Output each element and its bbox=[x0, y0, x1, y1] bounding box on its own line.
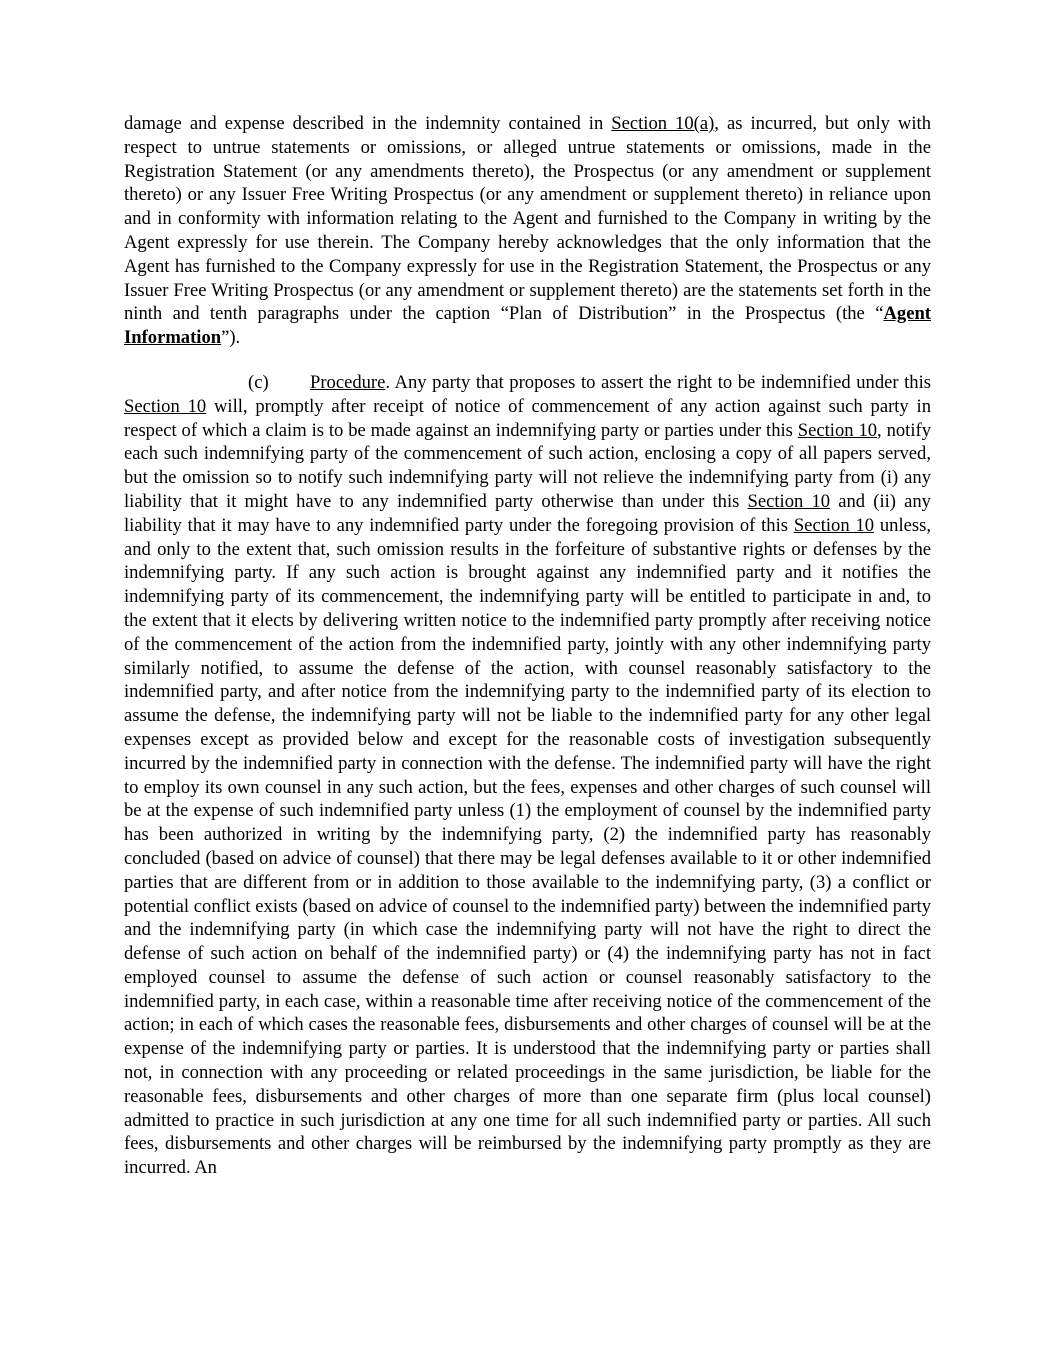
clause-enumerator: (c) bbox=[248, 371, 269, 393]
para1-text-2: , as incurred, but only with respect to untrue statements or omissions, or alleged untrue statements or omissions, made in the Registration Statement (or any amendments thereto), the Prospectus (or any amendment or supplement thereto) or any Issuer Free Writing Prospectus (or any amendment or supplement thereto) in reliance upon and in conformity with information relating to the Agent and furnished to the Company in writing by the Agent expressly for use therein. The Company hereby acknowledges that the only information that the Agent has furnished to the Company expressly for use in the Registration Statement, the Prospectus or any Issuer Free Writing Prospectus (or any amendment or supplement thereto) are the statements set forth in the ninth and tenth paragraphs under the caption “Plan of Distribution” in the Prospectus (the “ bbox=[124, 113, 931, 325]
section-10-reference: Section 10 bbox=[797, 419, 878, 441]
para2-text-4: unless, and only to the extent that, such omission results in the forfeiture of substantive rights or defenses by the indemnifying party. If any such action is brought against any indemnified party and it notifies the indemnifying party of its commencement, the indemnifying party will be entitled to participate in and, to the extent that it elects by delivering written notice to the indemnified party promptly after receiving notice of the commencement of the action from the indemnified party, jointly with any other indemnifying party similarly notified, to assume the defense of the action, with counsel reasonably satisfactory to the indemnified party, and after notice from the indemnifying party to the indemnified party of its election to assume the defense, the indemnifying party will not be liable to the indemnified party for any other legal expenses except as provided below and except for the reasonable costs of investigation subsequently incurred by the indemnified party in connection with the defense. The indemnified party will have the right to employ its own counsel in any such action, but the fees, expenses and other charges of such counsel will be at the expense of such indemnified party unless (1) the employment of counsel by the indemnified party has been authorized in writing by the indemnifying party, (2) the indemnified party has reasonably concluded (based on advice of counsel) that there may be legal defenses available to it or other indemnified parties that are different from or in addition to those available to the indemnifying party, (3) a conflict or potential conflict exists (based on advice of counsel to the indemnified party) between the indemnified party and the indemnifying party (in which case the indemnifying party will not have the right to direct the defense of such action on behalf of the indemnified party) or (4) the indemnifying party has not in fact employed counsel to assume the defense of such action or counsel reasonably satisfactory to the indemnified party, in each case, within a reasonable time after receiving notice of the commencement of the action; in each of which cases the reasonable fees, disbursements and other charges of counsel will be at the expense of the indemnifying party or parties. It is understood that the indemnifying party or parties shall not, in connection with any proceeding or related proceedings in the same jurisdiction, be liable for the reasonable fees, disbursements and other charges of more than one separate firm (plus local counsel) admitted to practice in such jurisdiction at any one time for all such indemnified party or parties. All such fees, disbursements and other charges will be reimbursed by the indemnifying party promptly as they are incurred. An bbox=[124, 514, 932, 1179]
para2-text-0: . Any party that proposes to assert the right to be indemnified under this bbox=[385, 371, 931, 393]
procedure-heading: Procedure bbox=[310, 371, 386, 393]
para1-text-3: ”). bbox=[221, 327, 241, 349]
section-10a-reference: Section 10(a) bbox=[611, 113, 715, 134]
para2-text-3: and (ii) any liability that it may have to any indemnified party under the foregoing provision of this bbox=[124, 490, 931, 536]
paragraph-procedure bbox=[124, 371, 931, 1180]
paragraph-agent-information bbox=[124, 112, 931, 350]
document-page bbox=[124, 112, 931, 1180]
para1-text-1: damage and expense described in the indemnity contained in bbox=[124, 113, 612, 134]
section-10-reference: Section 10 bbox=[124, 395, 207, 417]
section-10-reference: Section 10 bbox=[747, 490, 831, 512]
para2-text-2: , notify each such indemnifying party of the commencement of such action, enclosing a copy of all papers served, but the omission so to notify such indemnifying party will not relieve the indemnifying party from (i) any liability that it might have to any indemnified party otherwise than under this bbox=[124, 419, 931, 512]
section-10-reference: Section 10 bbox=[793, 514, 875, 536]
para2-text-1: will, promptly after receipt of notice of commencement of any action against such party in respect of which a claim is to be made against an indemnifying party or parties under this bbox=[124, 395, 931, 441]
agent-information-defined-term: Agent Information bbox=[124, 303, 931, 349]
